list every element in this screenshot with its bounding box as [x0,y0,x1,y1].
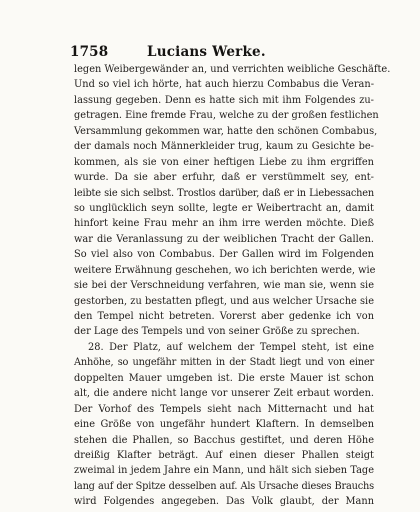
text-line: hinfort keine Frau mehr an ihm irre werden möchte. Dieß [74,218,374,230]
text-line: weitere Erwähnung geschehen, wo ich berichten werde, wie [74,264,376,276]
text-line: gestorben, zu bestatten pflegt, und aus welcher Ursache sie [74,295,374,307]
text-line: alt, die andere nicht lange vor unserer Zeit erbaut worden. [74,388,374,400]
running-head: Lucians Werke. [147,44,266,60]
text-line: eine Größe von ungefähr hundert Klaftern. In demselben [74,419,374,431]
page-number: 1758 [70,44,109,60]
text-line: der damals noch Männerkleider trug, kaum zu Gesichte be- [74,141,374,153]
text-line: lassung gegeben. Denn es hatte sich mit ihm Folgendes zu- [74,94,374,106]
text-line: war die Veranlassung zu der weiblichen Tracht der Gallen. [74,233,374,245]
text-line: lang auf der Spitze desselben auf. Als Ursache dieses Brauchs [74,480,374,492]
text-line: Anhöhe, so ungefähr mitten in der Stadt liegt und von einer [74,357,374,369]
text-line: getragen. Eine fremde Frau, welche zu der großen festlichen [74,110,379,122]
text-line: legen Weibergewänder an, und verrichten weibliche Geschäfte. [74,64,391,75]
text-line: So viel also von Combabus. Der Gallen wird im Folgenden [74,249,374,261]
text-line: Versammlung gekommen war, hatte den schönen Combabus, [74,125,378,137]
text-line: wird Folgendes angegeben. Das Volk glaubt, der Mann [74,496,374,508]
text-line: kommen, als sie von einer heftigen Liebe zu ihm ergriffen [74,156,374,168]
page-header [70,44,370,62]
text-line: wurde. Da sie aber erfuhr, daß er verstümmelt sey, ent- [74,172,374,184]
text-line: der Lage des Tempels und von seiner Größe zu sprechen. [74,326,360,338]
text-line: zweimal in jedem Jahre ein Mann, und hält sich sieben Tage [74,465,374,477]
text-line: 28. Der Platz, auf welchem der Tempel steht, ist eine [88,341,374,353]
text-line: Und so viel ich hörte, hat auch hierzu Combabus die Veran- [74,79,374,91]
text-line: stehen die Phallen, so Bacchus gestiftet, und deren Höhe [74,434,374,446]
text-line: den Tempel nicht betreten. Vorerst aber gedenke ich von [74,311,374,322]
body-text [74,62,391,510]
text-line: leibte sie sich selbst. Trostlos darüber, daß er in Liebessachen [74,187,374,199]
text-line: dreißig Klafter beträgt. Auf einen dieser Phallen steigt [74,449,374,461]
text-line: so unglücklich seyn sollte, legte er Weibertracht an, damit [74,202,374,214]
text-line: doppelten Mauer umgeben ist. Die erste Mauer ist schon [74,372,374,384]
text-line: sie bei der Verschneidung verfahren, wie man sie, wenn sie [74,280,374,292]
text-line: Der Vorhof des Tempels sieht nach Mitternacht und hat [74,403,374,415]
